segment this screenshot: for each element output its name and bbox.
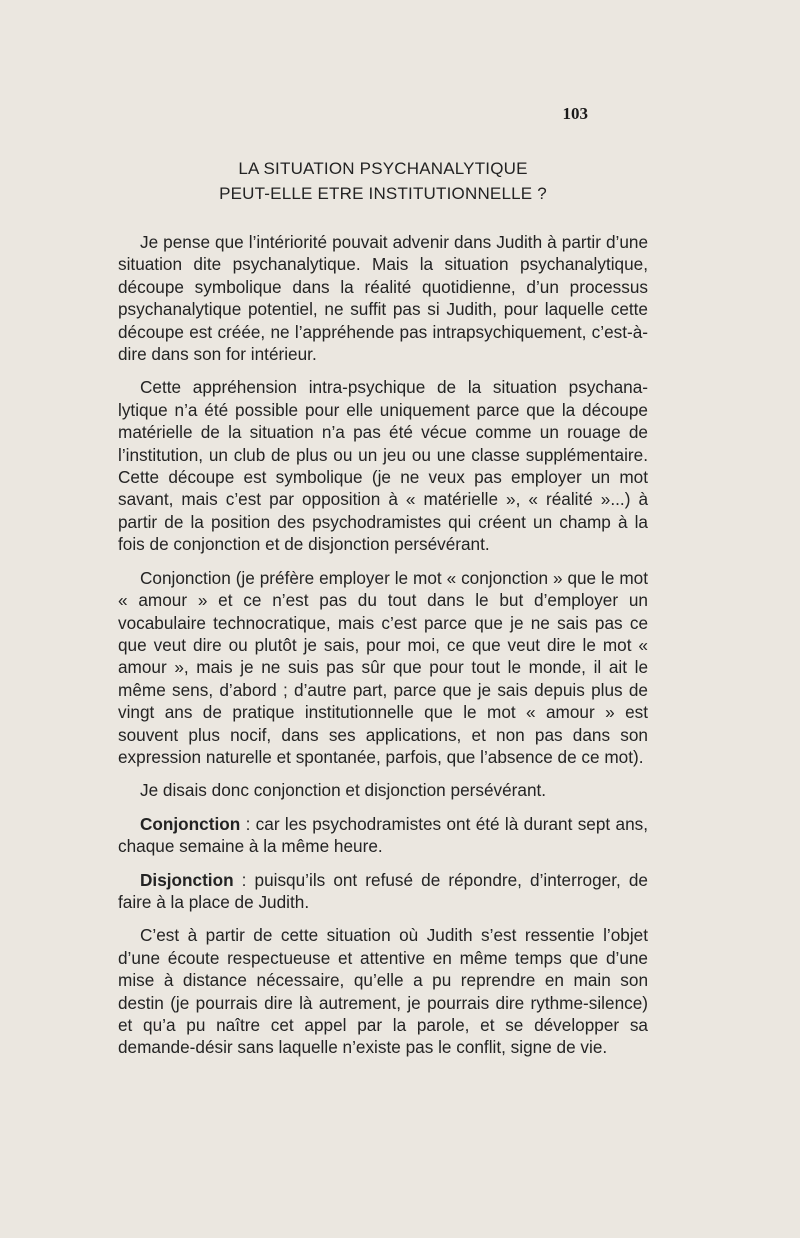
paragraph-5 bbox=[118, 813, 648, 858]
section-heading-line-2: PEUT-ELLE ETRE INSTITUTIONNELLE ? bbox=[219, 184, 547, 203]
paragraph-4: Je disais donc conjonction et disjonction persévérant. bbox=[140, 780, 547, 801]
paragraph-6-text: : puisqu’ils ont refusé de répondre, d’interroger, de faire à la place de Judith. bbox=[118, 869, 648, 912]
paragraph-1: Je pense que l’intériorité pouvait advenir dans Judith à partir d’une situation dite psychanalytique. Mais la situation psychanalytique, découpe symbolique dans la réalité quotidienne, d’un processus psychanalytique potentiel, ne suffit pas si Judith, pour laquelle cette découpe est créée, ne l’appréhende pas intrapsychiquement, c’est-à-dire dans son for intérieur. bbox=[118, 232, 648, 365]
section-heading-line-1: LA SITUATION PSYCHANALYTIQUE bbox=[238, 159, 528, 178]
term-disjonction: Disjonction bbox=[140, 869, 234, 890]
paragraph-7: C’est à partir de cette situation où Judith s’est ressentie l’objet d’une écoute respectueuse et attentive en même temps que d’une mise à distance nécessaire, qu’elle a pu reprendre en main son destin (je pourrais dire là autrement, je pourrais dire rythme-silence) et qu’a pu naître cet appel par la parole, et se développer sa demande-désir sans laquelle n’existe pas le conflit, signe de vie. bbox=[118, 925, 648, 1058]
term-conjonction: Conjonction bbox=[140, 813, 241, 834]
section-heading bbox=[118, 156, 648, 206]
paragraph-2: Cette appréhension intra-psychique de la situation psychanalytique n’a été possible pour elle uniquement parce que la découpe matérielle de la situation n’a pas été vécue comme un rouage de l’institution, un club de plus ou un jeu ou une classe supplémentaire. Cette découpe est symbolique (je ne veux pas employer un mot savant, mais c’est par opposition à « matérielle », « réalité »...) à partir de la position des psychodramistes qui créent un champ à la fois de conjonction et de disjonction persévérant. bbox=[118, 377, 648, 555]
page-number: 103 bbox=[562, 104, 588, 123]
paragraph-3: Conjonction (je préfère employer le mot « conjonction » que le mot « amour » et ce n’est pas du tout dans le but d’employer un vocabulaire technocratique, mais c’est parce que je ne sais pas ce que veut dire ou plutôt je sais, pour moi, ce que veut dire le mot « amour », mais je ne suis pas sûr que pour tout le monde, il ait le même sens, d’abord ; d’autre part, parce que je sais depuis plus de vingt ans de pratique institutionnelle que le mot « amour » est souvent plus nocif, dans ses applications, et non pas dans son expression naturelle et spontanée, parfois, que l’absence de ce mot). bbox=[118, 567, 648, 767]
paragraph-6 bbox=[118, 869, 648, 914]
chapter-body bbox=[118, 156, 648, 1070]
paragraph-5-text: : car les psychodramistes ont été là durant sept ans, chaque semaine à la même heure. bbox=[118, 813, 648, 857]
